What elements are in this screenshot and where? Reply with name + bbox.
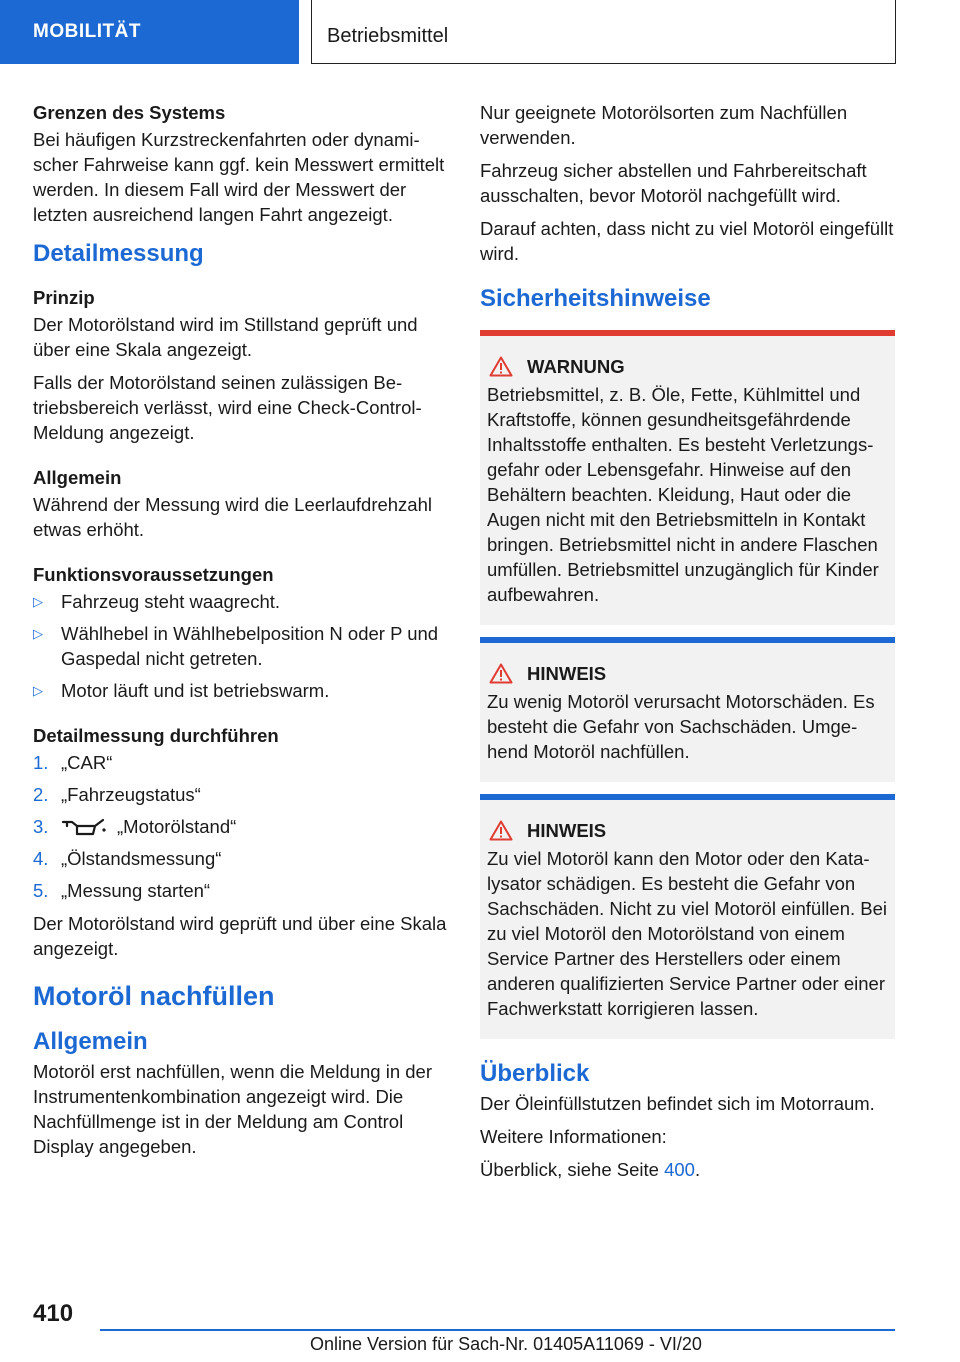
prinzip-text-2: Falls der Motorölstand seinen zulässigen Betriebsbereich verlässt, wird eine Check-Control-Meldung angezeigt.	[33, 372, 422, 443]
detailmessung-heading: Detailmessung	[33, 240, 204, 267]
steps-list	[33, 750, 451, 903]
warning-title: WARNUNG	[527, 356, 625, 377]
hint-header	[487, 818, 888, 843]
grenzen-heading: Grenzen des Systems	[33, 102, 226, 123]
right-text-1: Nur geeignete Motorölsorten zum Nachfüllen verwenden.	[480, 102, 848, 148]
chapter-title: Betriebsmittel	[327, 25, 449, 47]
list-item: ▷ Motor läuft und ist betriebswarm.	[33, 680, 330, 701]
triangle-bullet-icon: ▷	[33, 626, 43, 641]
prinzip-text-1: Der Motorölstand wird im Stillstand geprüft und über eine Skala angezeigt.	[33, 314, 418, 360]
list-item: 3. „Motorölstand“	[33, 816, 237, 837]
grenzen-text: Bei häufigen Kurzstreckenfahrten oder dynamischer Fahrweise kann ggf. kein Messwert ermittelt werden. In diesem Fall wird der Messwert der letzten ausreichend langen Fahrt angezeigt.	[33, 129, 445, 225]
list-item: 2. „Fahrzeugstatus“	[33, 784, 201, 805]
page-number: 410	[33, 1300, 74, 1327]
warning-box	[480, 330, 895, 625]
hint-title: HINWEIS	[527, 663, 607, 684]
allgemein-heading: Allgemein	[33, 467, 122, 488]
triangle-bullet-icon: ▷	[33, 683, 43, 698]
list-item: ▷ Wählhebel in Wählhebelposition N oder P und Gaspedal nicht getreten.	[33, 623, 439, 669]
ueberblick-heading: Überblick	[480, 1060, 590, 1087]
right-column	[480, 100, 895, 1190]
requirements-list	[33, 589, 451, 703]
durchfuehren-heading: Detailmessung durchführen	[33, 725, 279, 746]
sicherheitshinweise-heading: Sicherheitshinweise	[480, 285, 711, 312]
right-text-3: Darauf achten, dass nicht zu viel Motoröl eingefüllt wird.	[480, 218, 894, 264]
ueberblick-text-3: Überblick, siehe Seite 400.	[480, 1159, 701, 1180]
warning-header	[487, 354, 888, 379]
warning-triangle-icon	[489, 356, 513, 377]
prinzip-heading: Prinzip	[33, 287, 95, 308]
warning-text: Betriebsmittel, z. B. Öle, Fette, Kühlmittel und Kraftstoffe, können gesundheitsgefährdende Inhaltsstoffe enthalten. Es besteht Verletzungsgefahr oder Lebensgefahr. Hinweise auf den Behältern beachten. Kleidung, Haut oder die Augen nicht mit den Betriebsmitteln in Kontakt bringen. Betriebsmittel nicht in andere Flaschen umfüllen. Betriebsmittel unzugänglich für Kinder aufbewahren.	[487, 384, 879, 605]
hint-header	[487, 661, 888, 686]
hint-title: HINWEIS	[527, 820, 607, 841]
durchfuehren-result: Der Motorölstand wird geprüft und über eine Skala angezeigt.	[33, 913, 447, 959]
hint-box-1	[480, 637, 895, 782]
list-item: ▷ Fahrzeug steht waagrecht.	[33, 591, 281, 612]
funktionsvoraussetzungen-heading: Funktionsvoraussetzungen	[33, 564, 274, 585]
ueberblick-text-2: Weitere Informationen:	[480, 1126, 667, 1147]
ueberblick-text-1: Der Öleinfüllstutzen befindet sich im Motorraum.	[480, 1093, 875, 1114]
left-column	[33, 100, 451, 1167]
footer-divider	[100, 1329, 895, 1331]
triangle-bullet-icon: ▷	[33, 594, 43, 609]
section-title: MOBILITÄT	[33, 21, 141, 42]
motoroel-nachfuellen-heading: Motoröl nachfüllen	[33, 981, 275, 1011]
nachfuellen-allgemein-text: Motoröl erst nachfüllen, wenn die Meldung in der Instrumentenkombination angezeigt wird. Die Nachfüllmenge ist in der Meldung am Control Display angegeben.	[33, 1061, 433, 1157]
header-section	[0, 0, 299, 64]
warning-triangle-icon	[489, 663, 513, 684]
right-text-2: Fahrzeug sicher abstellen und Fahrbereitschaft ausschalten, bevor Motoröl nachgefüllt wird.	[480, 160, 867, 206]
page-link[interactable]: 400	[664, 1159, 695, 1180]
list-item: 1. „CAR“	[33, 752, 113, 773]
allgemein-text: Während der Messung wird die Leerlaufdrehzahl etwas erhöht.	[33, 494, 432, 540]
nachfuellen-allgemein-heading: Allgemein	[33, 1028, 148, 1055]
header-chapter	[311, 0, 896, 64]
hint-text: Zu viel Motoröl kann den Motor oder den Katalysator schädigen. Es besteht die Gefahr von Sachschäden. Nicht zu viel Motoröl einfüllen. Bei zu viel Motoröl den Motorölstand von einem Service Partner des Herstellers oder einem anderen qualifizierten Service Partner oder einer Fachwerkstatt korrigieren lassen.	[487, 848, 888, 1019]
hint-box-2	[480, 794, 895, 1039]
hint-text: Zu wenig Motoröl verursacht Motorschäden. Es besteht die Gefahr von Sachschäden. Umgehend Motoröl nachfüllen.	[487, 691, 875, 762]
list-item: 5. „Messung starten“	[33, 880, 211, 901]
footer-online-version: Online Version für Sach-Nr. 01405A11069 - VI/20	[310, 1334, 702, 1354]
warning-triangle-icon	[489, 820, 513, 841]
oil-can-icon	[61, 817, 107, 837]
list-item: 4. „Ölstandsmessung“	[33, 848, 222, 869]
